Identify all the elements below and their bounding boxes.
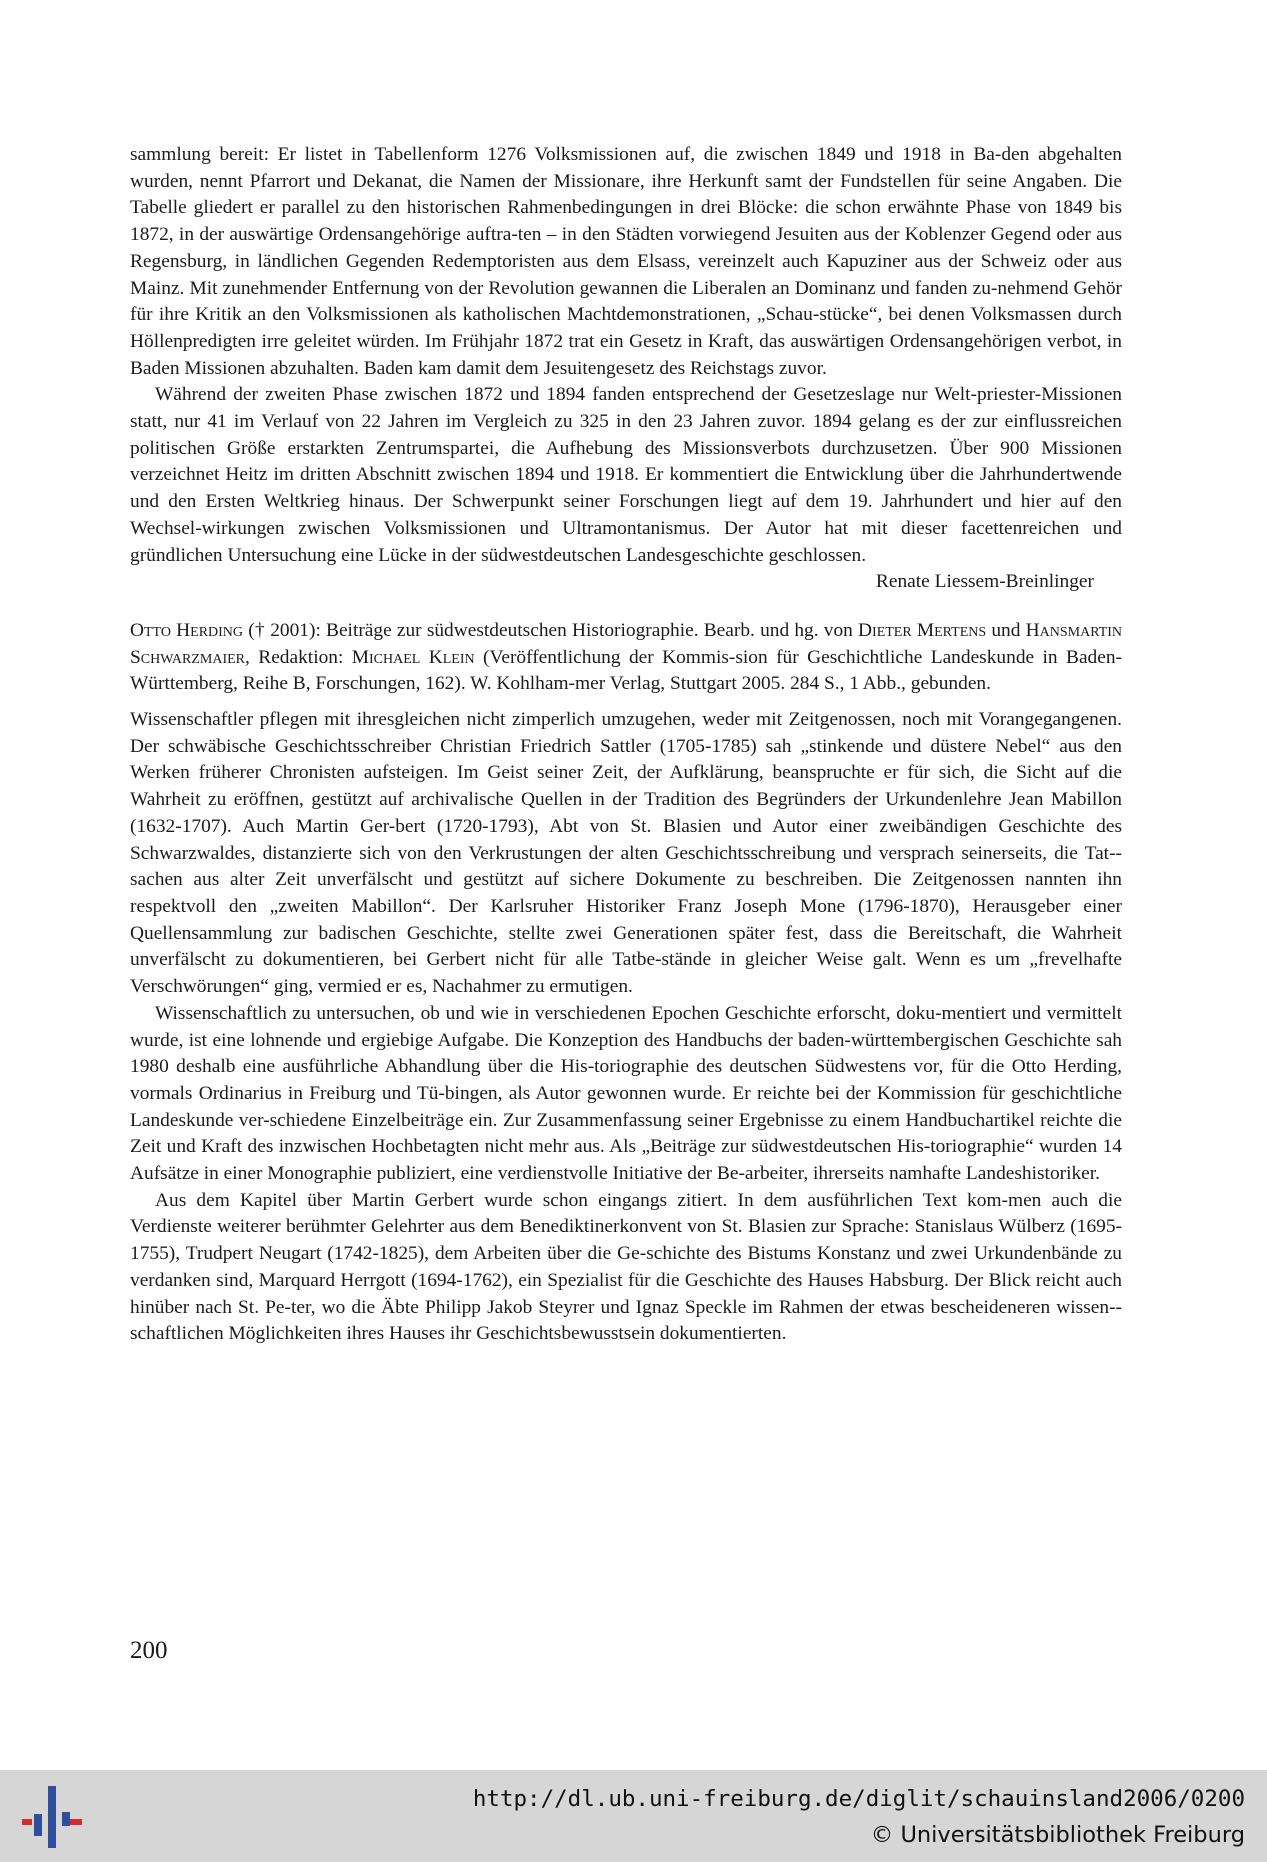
- review-paragraph-1: sammlung bereit: Er listet in Tabellenform 1276 Volksmissionen auf, die zwischen 1849 und 1918 in Ba-den abgehalten wurden, nennt Pfarrort und Dekanat, die Namen der Missionare, ihre Herkunft samt der Fundstellen für seine Angaben. Die Tabelle gliedert er parallel zu den historischen Rahmenbedingungen in drei Blöcke: die schon erwähnte Phase von 1849 bis 1872, in der auswärtige Ordensangehörige auftra-ten – in den Städten vorwiegend Jesuiten aus der Koblenzer Gegend oder aus Regensburg, in ländlichen Gegenden Redemptoristen aus dem Elsass, vereinzelt auch Kapuziner aus der Schweiz oder aus Mainz. Mit zunehmender Entfernung von der Revolution gewannen die Liberalen an Dominanz und fanden zu-nehmend Gehör für ihre Kritik an den Volksmissionen als katholischen Machtdemonstrationen, „Schau-stücke“, bei denen Volksmassen durch Höllenpredigten irre geleitet würden. Im Frühjahr 1872 trat ein Gesetz in Kraft, das auswärtigen Ordensangehörigen verbot, in Baden Missionen abzuhalten. Baden kam damit dem Jesuitengesetz des Reichstags zuvor.: [130, 144, 1122, 379]
- page-number: 200: [130, 1637, 168, 1664]
- ub-freiburg-logo-icon: [22, 1784, 82, 1850]
- review-paragraph-4: Wissenschaftlich zu untersuchen, ob und wie in verschiedenen Epochen Geschichte erforscht, doku-mentiert und vermittelt wurde, ist eine lohnende und ergiebige Aufgabe. Die Konzeption des Handbuchs der baden-württembergischen Geschichte sah 1980 deshalb eine ausführliche Abhandlung über die His-toriographie des deutschen Südwestens vor, für die Otto Herding, vormals Ordinarius in Freiburg und Tü-bingen, als Autor gewonnen wurde. Er reichte bei der Kommission für geschichtliche Landeskunde ver-schiedene Einzelbeiträge ein. Zur Zusammenfassung seiner Ergebnisse zu einem Handbuchartikel reichte die Zeit und Kraft des inzwischen Hochbetagten nicht mehr aus. Als „Beiträge zur südwestdeutschen His-toriographie“ wurden 14 Aufsätze in einer Monographie publiziert, eine verdienstvolle Initiative der Be-arbeiter, ihrerseits namhafte Landeshistoriker.: [130, 1002, 1122, 1185]
- text-column: [130, 142, 1122, 1348]
- footer-bar: [0, 1770, 1267, 1862]
- book-editor-3: Michael Klein: [351, 646, 475, 668]
- permalink-url[interactable]: http://dl.ub.uni-freiburg.de/diglit/schauinsland2006/0200: [472, 1786, 1245, 1812]
- review-paragraph-2: Während der zweiten Phase zwischen 1872 und 1894 fanden entsprechend der Gesetzeslage nur Welt-priester-Missionen statt, nur 41 im Verlauf von 22 Jahren im Vergleich zu 325 in den 23 Jahren zuvor. 1894 gelang es der zur einflussreichen politischen Größe erstarkten Zentrumspartei, die Aufhebung des Missionsverbots durchzusetzen. Über 900 Missionen verzeichnet Heitz im dritten Abschnitt zwischen 1894 und 1918. Er kommentiert die Entwicklung über die Jahrhundertwende und den Ersten Weltkrieg hinaus. Der Schwerpunkt seiner Forschungen liegt auf dem 19. Jahrhundert und hier auf den Wechsel-wirkungen zwischen Volksmissionen und Ultramontanismus. Der Autor hat mit dieser facettenreichen und gründlichen Untersuchung eine Lücke in der südwestdeutschen Landesgeschichte geschlossen.: [130, 384, 1122, 566]
- copyright-notice: © Universitätsbibliothek Freiburg: [870, 1822, 1245, 1848]
- heading-connector-1: und: [986, 619, 1026, 641]
- heading-connector-2: , Redaktion:: [245, 646, 352, 668]
- review-paragraph-3: Wissenschaftler pflegen mit ihresgleichen nicht zimperlich umzugehen, weder mit Zeitgenossen, noch mit Vorangegangenen. Der schwäbische Geschichtsschreiber Christian Friedrich Sattler (1705-1785) sah „stinkende und düstere Nebel“ aus den Werken früherer Chronisten aufsteigen. Im Geist seiner Zeit, der Aufklärung, beanspruchte er für sich, die Sicht auf die Wahrheit zu eröffnen, gestützt auf archivalische Quellen in der Tradition des Begründers der Urkundenlehre Jean Mabillon (1632-1707). Auch Martin Ger-bert (1720-1793), Abt von St. Blasien und Autor einer zweibändigen Geschichte des Schwarzwaldes, distanzierte sich von den Verkrustungen der alten Geschichtsschreibung und versprach seinerseits, die Tat-sachen aus alter Zeit unverfälscht und gestützt auf sichere Dokumente zu beschreiben. Die Zeitgenossen nannten ihn respektvoll den „zweiten Mabillon“. Der Karlsruher Historiker Franz Joseph Mone (1796-1870), Herausgeber einer Quellensammlung zur badischen Geschichte, stellte zwei Generationen später fest, dass die Bereitschaft, die Wahrheit unverfälscht zu dokumentieren, bei Gerbert nicht für alle Tatbe-stände in gleicher Weise galt. Wenn es um „frevelhafte Verschwörungen“ ging, vermied er es, Nachahmer zu ermutigen.: [130, 709, 1122, 998]
- review-heading: [130, 618, 1122, 698]
- book-title-text: († 2001): Beiträge zur südwestdeutschen Historiographie. Bearb. und hg. von: [243, 619, 859, 641]
- review-paragraph-5: Aus dem Kapitel über Martin Gerbert wurde schon eingangs zitiert. In dem ausführlichen Text kom-men auch die Verdienste weiterer berühmter Gelehrter aus dem Benediktinerkonvent von St. Blasien zur Sprache: Stanislaus Wülberz (1695-1755), Trudpert Neugart (1742-1825), dem Arbeiten über die Ge-schichte des Bistums Konstanz und zwei Urkundenbände zu verdanken sind, Marquard Herrgott (1694-1762), ein Spezialist für die Geschichte des Hauses Habsburg. Der Blick reicht auch hinüber nach St. Pe-ter, wo die Äbte Philipp Jakob Steyrer und Ignaz Speckle im Rahmen der etwas bescheideneren wissen-schaftlichen Möglichkeiten ihres Hauses ihr Geschichtsbewusstsein dokumentierten.: [130, 1189, 1122, 1345]
- book-editor-2: Hansmartin Schwarzmaier: [130, 619, 1123, 668]
- book-publication-details: (Veröffentlichung der Kommis-sion für Geschichtliche Landeskunde in Baden-Württemberg, Reihe B, Forschungen, 162). W. Kohlham-mer Verlag, Stuttgart 2005. 284 S., 1 Abb., gebunden.: [130, 646, 1123, 695]
- book-editor-1: Dieter Mertens: [858, 619, 987, 641]
- reviewer-signature: Renate Liessem-Breinlinger: [875, 571, 1094, 593]
- book-author: Otto Herding: [130, 619, 244, 641]
